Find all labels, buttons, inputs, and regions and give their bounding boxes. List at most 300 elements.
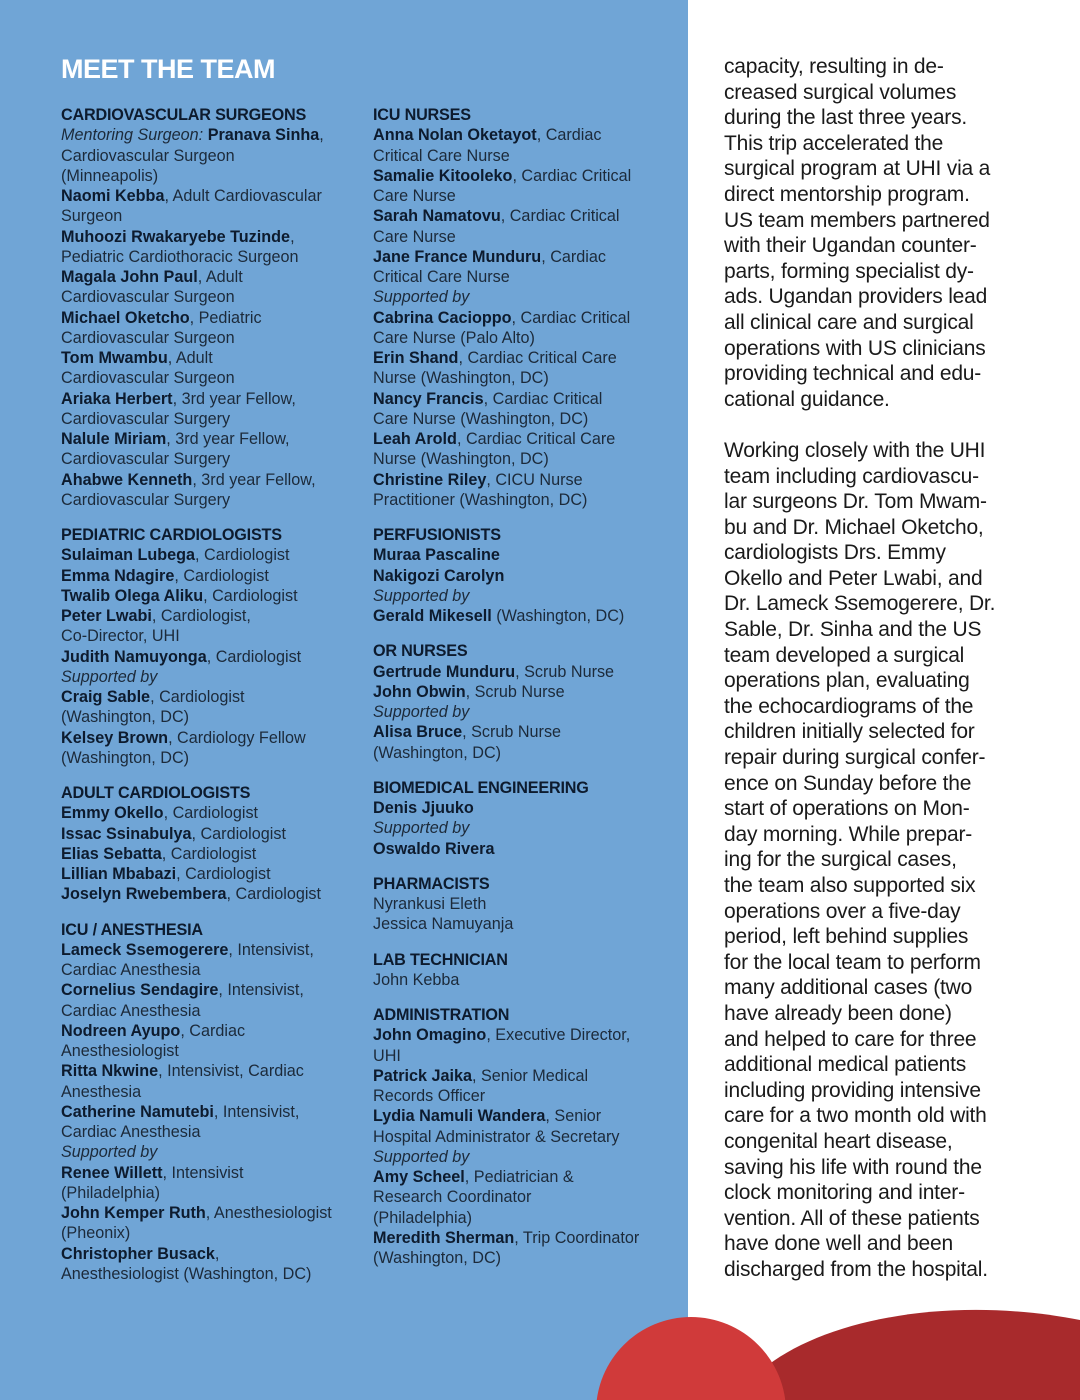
team-line <box>373 586 673 606</box>
member-role: , Cardiologist <box>226 885 322 904</box>
team-line <box>373 566 673 586</box>
team-line <box>61 308 346 328</box>
body-line: vention. All of these patients <box>724 1206 980 1230</box>
team-line <box>373 818 673 838</box>
team-line <box>373 490 673 510</box>
member-role: Cardiac Anesthesia <box>61 1123 201 1141</box>
team-line <box>373 308 673 328</box>
member-role: Care Nurse <box>373 227 456 246</box>
member-role: Cardiovascular Surgery <box>61 409 231 428</box>
member-name: Lillian Mbabazi <box>61 865 177 883</box>
member-role: , Cardiologist <box>174 566 269 585</box>
member-role: Anesthesiologist (Washington, DC) <box>61 1264 312 1283</box>
member-role: , Cardiologist <box>176 865 271 883</box>
member-role: UHI <box>373 1046 401 1065</box>
body-line: have already been done) <box>724 1001 952 1025</box>
italic-note: Supported by <box>373 1147 470 1166</box>
member-role: , Cardiac Critical <box>512 166 632 185</box>
member-name: Oswaldo Rivera <box>373 839 495 858</box>
section-heading: LAB TECHNICIAN <box>373 950 508 969</box>
team-line <box>61 687 346 707</box>
team-line <box>61 348 346 368</box>
team-line <box>61 490 346 510</box>
team-line <box>61 1122 346 1142</box>
member-role: (Philadelphia) <box>373 1208 472 1227</box>
member-role: (Washington, DC) <box>491 607 625 625</box>
team-line <box>61 1163 346 1183</box>
team-line <box>61 247 346 267</box>
team-line <box>373 606 673 626</box>
member-name: Sarah Namatovu <box>373 207 501 226</box>
member-role: Nyrankusi Eleth <box>373 895 487 913</box>
team-line <box>373 1086 673 1106</box>
member-role: Cardiovascular Surgeon <box>61 328 235 347</box>
body-line: start of operations on Mon- <box>724 797 970 821</box>
body-line: ads. Ugandan providers lead <box>724 285 988 309</box>
body-line: surgical program at UHI via a <box>724 157 991 181</box>
member-name: Emma Ndagire <box>61 566 175 585</box>
member-role: Cardiovascular Surgeon <box>61 369 235 388</box>
team-line <box>61 586 346 606</box>
member-role: Co-Director, UHI <box>61 627 180 646</box>
page-title: MEET THE TEAM <box>61 54 275 84</box>
team-section <box>373 105 673 510</box>
member-name: Issac Ssinabulya <box>61 824 192 843</box>
member-role: Research Coordinator <box>373 1188 532 1207</box>
team-line <box>61 1183 346 1203</box>
member-role: Anesthesiologist <box>61 1042 179 1060</box>
body-line: cational guidance. <box>724 387 890 411</box>
member-role: Records Officer <box>373 1087 486 1105</box>
member-name: Sulaiman Lubega <box>61 546 196 565</box>
member-role: , Cardiac <box>180 1021 246 1040</box>
body-line: team including cardiovascu- <box>724 464 979 488</box>
member-role: , Adult <box>197 268 243 286</box>
member-name: Muhoozi Rwakaryebe Tuzinde <box>61 227 291 246</box>
member-role: Cardiac Anesthesia <box>61 961 201 979</box>
team-line <box>373 1208 673 1228</box>
member-name: Meredith Sherman <box>373 1228 515 1247</box>
body-line: day morning. While prepar- <box>724 822 973 846</box>
member-role: , Senior <box>545 1107 602 1126</box>
member-role: , <box>214 1244 220 1263</box>
body-line: care for a two month old with <box>724 1104 987 1128</box>
body-line: congenital heart disease, <box>724 1129 953 1153</box>
team-line <box>61 1102 346 1122</box>
team-line <box>373 970 673 990</box>
team-section <box>373 525 673 626</box>
italic-note: Supported by <box>373 819 470 838</box>
body-line: operations over a five-day <box>724 899 961 923</box>
member-role: , Intensivist, <box>213 1102 300 1121</box>
member-name: Ahabwe Kenneth <box>61 470 193 489</box>
team-line <box>61 267 346 287</box>
body-line: operations plan, evaluating <box>724 669 970 693</box>
member-name: Tom Mwambu <box>61 349 168 367</box>
member-name: Cornelius Sendagire <box>61 981 219 1000</box>
member-role: , Cardiologist <box>203 586 298 605</box>
team-line <box>61 884 346 904</box>
team-column-left <box>61 105 346 1299</box>
member-name: Leah Arold <box>373 430 457 448</box>
team-line <box>373 662 673 682</box>
team-line <box>61 606 346 626</box>
team-section <box>373 778 673 859</box>
body-line: many additional cases (two <box>724 976 973 1000</box>
member-role: , Cardiac <box>541 247 606 266</box>
team-line <box>61 146 346 166</box>
team-line <box>373 449 673 469</box>
member-name: Christine Riley <box>373 470 487 489</box>
team-line <box>61 125 346 145</box>
member-role: , Cardiac <box>536 126 602 145</box>
member-role: , Cardiology Fellow <box>168 728 306 747</box>
team-line <box>61 824 346 844</box>
member-role: Cardiovascular Surgery <box>61 490 231 509</box>
body-line: Working closely with the UHI <box>724 438 986 462</box>
member-name: Gertrude Munduru <box>373 662 516 681</box>
member-name: Lameck Ssemogerere <box>61 940 229 959</box>
team-line <box>373 682 673 702</box>
team-line <box>373 227 673 247</box>
section-heading: PEDIATRIC CARDIOLOGISTS <box>61 526 282 544</box>
body-line: repair during surgical confer- <box>724 746 986 770</box>
body-line: This trip accelerated the <box>724 131 944 155</box>
body-line: the echocardiograms of the <box>724 694 974 718</box>
member-name: Nakigozi Carolyn <box>373 566 505 585</box>
team-line <box>61 1001 346 1021</box>
body-line: with their Ugandan counter- <box>724 234 977 258</box>
team-line <box>373 328 673 348</box>
member-role: , Intensivist, Cardiac <box>158 1062 304 1081</box>
member-name: Emmy Okello <box>61 804 164 823</box>
team-line <box>373 894 673 914</box>
member-role: John Kebba <box>373 970 460 989</box>
body-line: Sable, Dr. Sinha and the US <box>724 618 982 642</box>
italic-note: Mentoring Surgeon: <box>61 126 208 145</box>
member-name: Denis Jjuuko <box>373 799 474 817</box>
team-section <box>61 105 346 510</box>
team-line <box>61 186 346 206</box>
body-line: team developed a surgical <box>724 643 965 667</box>
member-name: Judith Namuyonga <box>61 647 207 666</box>
member-name: Nancy Francis <box>373 389 484 408</box>
member-role: Care Nurse (Washington, DC) <box>373 409 589 428</box>
team-line <box>61 707 346 727</box>
member-name: Renee Willett <box>61 1163 163 1182</box>
member-role: , Cardiac Critical Care <box>458 349 617 367</box>
member-role: Jessica Namuyanja <box>373 915 514 934</box>
member-role: , Cardiologist, <box>151 607 251 625</box>
member-role: Cardiovascular Surgeon <box>61 288 235 307</box>
section-heading: PHARMACISTS <box>373 874 490 893</box>
team-line <box>61 1264 346 1284</box>
team-line <box>373 267 673 287</box>
body-paragraph <box>724 438 1030 1283</box>
body-line: capacity, resulting in de- <box>724 55 944 78</box>
member-role: , Cardiologist <box>150 688 245 706</box>
italic-note: Supported by <box>373 586 470 605</box>
member-role: , Trip Coordinator <box>514 1228 640 1247</box>
team-line <box>61 545 346 565</box>
member-role: Care Nurse <box>373 187 456 205</box>
member-name: Elias Sebatta <box>61 844 162 863</box>
member-role: (Philadelphia) <box>61 1183 160 1202</box>
body-line: Okello and Peter Lwabi, and <box>724 566 983 590</box>
member-name: Ritta Nkwine <box>61 1062 159 1081</box>
team-line <box>373 702 673 722</box>
member-name: Ariaka Herbert <box>61 389 173 408</box>
team-line <box>61 1021 346 1041</box>
italic-note: Supported by <box>373 703 470 721</box>
team-line <box>61 470 346 490</box>
team-line <box>61 429 346 449</box>
member-role: , Cardiac Critical <box>483 389 603 408</box>
member-role: , Cardiac Critical Care <box>456 430 616 448</box>
section-heading: BIOMEDICAL ENGINEERING <box>373 778 589 797</box>
member-role: Surgeon <box>61 207 123 226</box>
member-name: Muraa Pascaline <box>373 546 500 565</box>
member-role: , Pediatric <box>189 308 262 327</box>
member-role: (Washington, DC) <box>373 743 502 762</box>
section-heading: CARDIOVASCULAR SURGEONS <box>61 106 307 124</box>
section-heading: PERFUSIONISTS <box>373 526 501 544</box>
team-line <box>373 287 673 307</box>
body-line: during the last three years. <box>724 106 968 130</box>
team-section <box>373 641 673 763</box>
member-role: (Pheonix) <box>61 1224 131 1243</box>
team-line <box>61 1223 346 1243</box>
body-line: and helped to care for three <box>724 1027 977 1051</box>
body-line: clock monitoring and inter- <box>724 1181 965 1205</box>
team-line <box>61 566 346 586</box>
body-line: all clinical care and surgical <box>724 310 974 334</box>
member-role: , Cardiac Critical <box>511 308 631 327</box>
team-line <box>373 166 673 186</box>
team-section <box>61 920 346 1285</box>
member-role: , Cardiologist <box>195 546 290 565</box>
body-line: cardiologists Drs. Emmy <box>724 541 946 565</box>
member-role: Care Nurse (Palo Alto) <box>373 328 535 347</box>
member-name: John Obwin <box>373 682 466 701</box>
member-role: Critical Care Nurse <box>373 268 510 286</box>
body-line: bu and Dr. Michael Oketcho, <box>724 515 984 539</box>
team-line <box>373 798 673 818</box>
member-role: (Washington, DC) <box>373 1249 502 1267</box>
team-line <box>61 1142 346 1162</box>
member-role: , Scrub Nurse <box>515 662 615 681</box>
italic-note: Supported by <box>61 667 158 686</box>
team-line <box>61 626 346 646</box>
member-name: Erin Shand <box>373 349 459 367</box>
member-role: Nurse (Washington, DC) <box>373 369 549 388</box>
member-name: Lydia Namuli Wandera <box>373 1107 546 1126</box>
member-role: , Adult <box>167 349 213 367</box>
team-section <box>373 1005 673 1268</box>
member-role: Cardiovascular Surgery <box>61 450 231 469</box>
member-role: , Scrub Nurse <box>462 723 562 742</box>
member-name: Anna Nolan Oketayot <box>373 126 537 145</box>
team-line <box>61 980 346 1000</box>
team-line <box>373 429 673 449</box>
member-role: Hospital Administrator & Secretary <box>373 1127 620 1146</box>
team-line <box>61 389 346 409</box>
body-line: ing for the surgical cases, <box>724 848 957 872</box>
team-line <box>61 166 346 186</box>
member-name: Twalib Olega Aliku <box>61 586 204 605</box>
article-body <box>724 54 1030 1308</box>
member-role: , Cardiac Critical <box>500 207 620 226</box>
member-role: , Cardiologist <box>206 647 302 666</box>
body-line: providing technical and edu- <box>724 362 982 386</box>
team-line <box>61 1244 346 1264</box>
body-line: additional medical patients <box>724 1053 967 1077</box>
body-line: lar surgeons Dr. Tom Mwam- <box>724 490 987 514</box>
member-role: (Washington, DC) <box>61 708 190 727</box>
team-line <box>373 470 673 490</box>
body-line: have done well and been <box>724 1232 953 1256</box>
team-line <box>373 545 673 565</box>
team-line <box>61 940 346 960</box>
body-line: direct mentorship program. <box>724 182 970 206</box>
member-name: Samalie Kitooleko <box>373 166 513 185</box>
team-section <box>61 783 346 905</box>
team-line <box>373 1228 673 1248</box>
team-line <box>373 1106 673 1126</box>
body-line: children initially selected for <box>724 720 975 744</box>
team-line <box>373 247 673 267</box>
team-line <box>373 1066 673 1086</box>
body-line: the team also supported six <box>724 874 976 897</box>
body-line: parts, forming specialist dy- <box>724 259 974 283</box>
member-role: , <box>319 126 324 145</box>
body-line: for the local team to perform <box>724 950 981 974</box>
member-role: , Scrub Nurse <box>465 682 565 701</box>
team-line <box>373 1025 673 1045</box>
member-role: (Minneapolis) <box>61 166 159 185</box>
team-line <box>373 839 673 859</box>
member-role: , Cardiologist <box>163 804 259 823</box>
member-name: Nodreen Ayupo <box>61 1021 181 1040</box>
body-line: discharged from the hospital. <box>724 1257 988 1281</box>
italic-note: Supported by <box>373 288 470 307</box>
member-role: , <box>290 227 295 246</box>
member-name: Cabrina Cacioppo <box>373 308 512 327</box>
team-line <box>373 206 673 226</box>
member-role: , Intensivist <box>162 1163 244 1182</box>
team-column-right <box>373 105 673 1283</box>
member-name: Pranava Sinha <box>207 126 320 145</box>
team-line <box>373 743 673 763</box>
member-role: , 3rd year Fellow, <box>172 389 296 408</box>
member-role: , Intensivist, <box>228 940 314 959</box>
team-line <box>61 647 346 667</box>
member-name: Peter Lwabi <box>61 607 152 625</box>
team-line <box>373 914 673 934</box>
team-line <box>373 125 673 145</box>
team-line <box>61 748 346 768</box>
member-name: Jane France Munduru <box>373 247 542 266</box>
team-line <box>61 409 346 429</box>
member-name: Catherine Namutebi <box>61 1102 214 1121</box>
team-line <box>61 667 346 687</box>
team-line <box>61 287 346 307</box>
member-role: , Adult Cardiovascular <box>164 187 322 205</box>
team-line <box>61 1082 346 1102</box>
member-role: , Anesthesiologist <box>205 1204 332 1222</box>
member-role: Anesthesia <box>61 1082 142 1101</box>
section-heading: OR NURSES <box>373 642 468 661</box>
member-role: , Cardiologist <box>161 844 257 863</box>
member-name: Patrick Jaika <box>373 1066 472 1085</box>
member-role: (Washington, DC) <box>61 748 190 767</box>
team-line <box>373 409 673 429</box>
team-line <box>61 368 346 388</box>
member-name: Kelsey Brown <box>61 728 169 747</box>
member-name: Amy Scheel <box>373 1168 465 1186</box>
team-line <box>61 206 346 226</box>
member-role: , Executive Director, <box>486 1026 631 1045</box>
team-line <box>61 227 346 247</box>
team-line <box>373 186 673 206</box>
body-line: period, left behind supplies <box>724 925 969 949</box>
body-line: operations with US clinicians <box>724 336 986 360</box>
body-line: including providing intensive <box>724 1078 981 1102</box>
member-name: Nalule Miriam <box>61 430 167 448</box>
dark-red-arc <box>736 1310 1080 1400</box>
team-line <box>61 449 346 469</box>
team-line <box>373 1127 673 1147</box>
team-section <box>373 950 673 991</box>
section-heading: ICU / ANESTHESIA <box>61 920 203 939</box>
team-line <box>61 803 346 823</box>
team-line <box>61 1041 346 1061</box>
team-line <box>373 1167 673 1187</box>
member-name: Gerald Mikesell <box>373 607 492 625</box>
member-role: , CICU Nurse <box>486 470 583 489</box>
team-line <box>373 1147 673 1167</box>
member-role: Nurse (Washington, DC) <box>373 450 549 469</box>
member-role: , Senior Medical <box>472 1066 589 1085</box>
section-heading: ADMINISTRATION <box>373 1006 510 1024</box>
italic-note: Supported by <box>61 1143 158 1162</box>
team-line <box>373 389 673 409</box>
team-line <box>61 1061 346 1081</box>
member-role: Pediatric Cardiothoracic Surgeon <box>61 247 299 266</box>
team-line <box>61 728 346 748</box>
body-paragraph <box>724 54 1030 412</box>
team-line <box>373 1248 673 1268</box>
member-role: Cardiac Anesthesia <box>61 1001 201 1020</box>
team-section <box>373 874 673 935</box>
team-line <box>373 1046 673 1066</box>
member-name: Alisa Bruce <box>373 723 463 742</box>
member-name: John Omagino <box>373 1026 487 1045</box>
body-line: US team members partnered <box>724 208 990 232</box>
member-role: Critical Care Nurse <box>373 146 510 165</box>
member-role: , Intensivist, <box>218 981 304 1000</box>
team-section <box>61 525 346 768</box>
team-line <box>373 1187 673 1207</box>
team-line <box>61 960 346 980</box>
member-name: Joselyn Rwebembera <box>61 885 227 904</box>
member-role: , 3rd year Fellow, <box>192 470 316 489</box>
member-name: Craig Sable <box>61 688 151 706</box>
section-heading: ADULT CARDIOLOGISTS <box>61 784 251 802</box>
member-role: , Pediatrician & <box>464 1168 574 1186</box>
body-line: saving his life with round the <box>724 1155 982 1179</box>
team-line <box>61 844 346 864</box>
